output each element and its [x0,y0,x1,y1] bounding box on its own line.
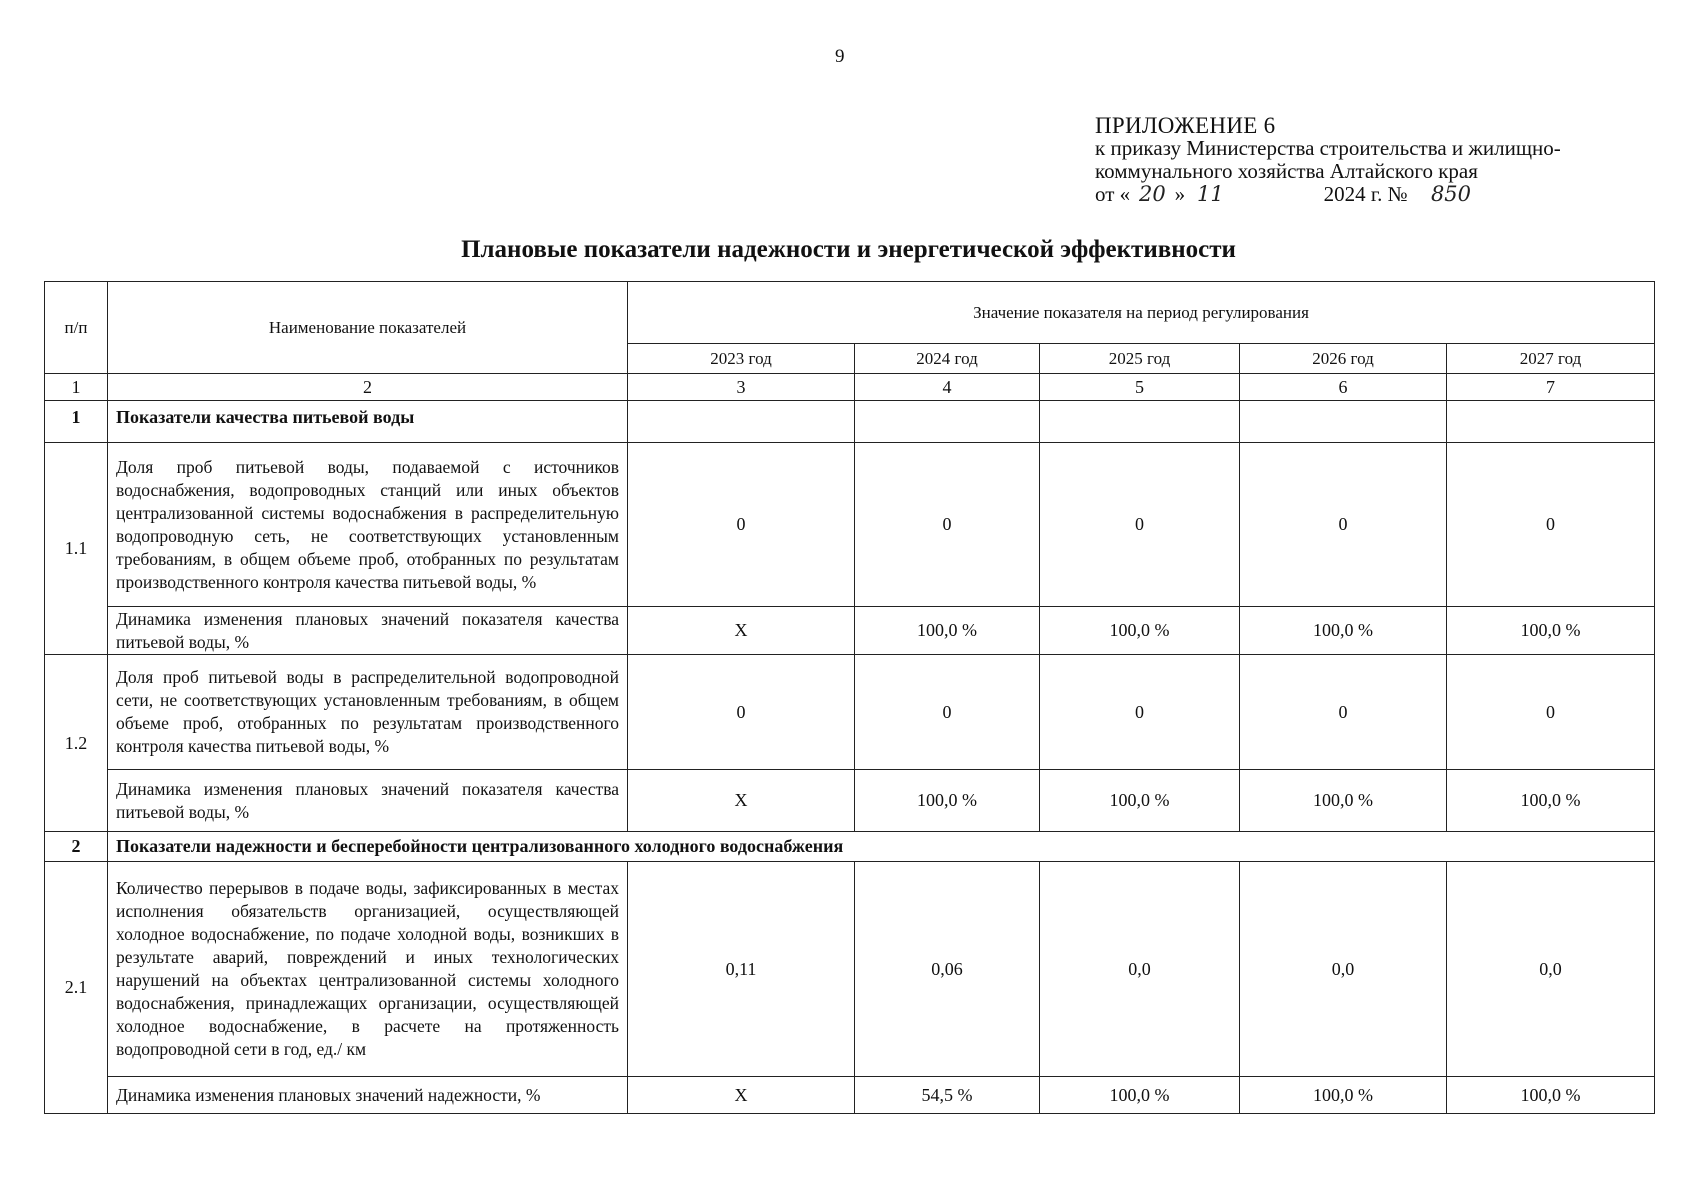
index-cell: 4 [855,374,1040,401]
value-cell: 0,0 [1040,862,1240,1077]
value-cell: 0,11 [628,862,855,1077]
section-row [45,401,1655,443]
header-name: Наименование показателей [108,282,628,374]
appendix-line-1: к приказу Министерства строительства и жилищно- [1095,136,1561,160]
dynamics-row [45,607,1655,655]
value-cell: 0 [1040,655,1240,770]
value-cell: 0 [855,655,1040,770]
dynamics-name: Динамика изменения плановых значений надежности, % [108,1077,628,1114]
index-cell: 6 [1240,374,1447,401]
item-number: 1.1 [45,443,108,655]
header-year: 2023 год [628,344,855,374]
dynamics-value: 100,0 % [1040,1077,1240,1114]
handwritten-month: 11 [1197,182,1224,206]
dynamics-value: 54,5 % [855,1077,1040,1114]
appendix-date-line [1095,183,1655,206]
dynamics-value: 100,0 % [1240,607,1447,655]
dynamics-value: X [628,607,855,655]
section-title: Показатели надежности и бесперебойности централизованного холодного водоснабжения [108,832,1655,862]
empty-cell [1447,401,1655,443]
index-cell: 3 [628,374,855,401]
dynamics-row [45,770,1655,832]
dynamics-value: 100,0 % [855,770,1040,832]
empty-cell [1240,401,1447,443]
handwritten-day: 20 [1139,182,1166,206]
document-title: Плановые показатели надежности и энергетической эффективности [461,236,1236,263]
value-cell: 0 [628,443,855,607]
dynamics-value: 100,0 % [1040,607,1240,655]
dynamics-value: X [628,1077,855,1114]
dynamics-value: 100,0 % [1447,1077,1655,1114]
value-cell: 0 [855,443,1040,607]
value-cell: 0 [1240,655,1447,770]
section-row [45,832,1655,862]
indicator-name: Доля проб питьевой воды в распределительной водопроводной сети, не соответствующих установленным требованиям, в общем объеме проб, отобранных по результатам производственного контроля качества питьевой воды, % [108,655,628,770]
section-number: 2 [45,832,108,862]
value-cell: 0 [1040,443,1240,607]
header-year: 2025 год [1040,344,1240,374]
dynamics-value: 100,0 % [855,607,1040,655]
dynamics-value: 100,0 % [1240,770,1447,832]
index-row [45,374,1655,401]
value-cell: 0 [1447,655,1655,770]
indicator-row [45,443,1655,607]
dynamics-value: X [628,770,855,832]
indicator-row [45,862,1655,1077]
item-number: 1.2 [45,655,108,832]
value-cell: 0,06 [855,862,1040,1077]
dynamics-value: 100,0 % [1447,607,1655,655]
index-cell: 7 [1447,374,1655,401]
dynamics-value: 100,0 % [1040,770,1240,832]
page-number: 9 [835,46,845,67]
header-year: 2024 год [855,344,1040,374]
indicator-row [45,655,1655,770]
item-number: 2.1 [45,862,108,1114]
indicators-table [44,281,1655,1114]
section-title: Показатели качества питьевой воды [108,401,628,443]
empty-cell [628,401,855,443]
appendix-line-2: коммунального хозяйства Алтайского края [1095,159,1478,183]
header-year: 2027 год [1447,344,1655,374]
dynamics-name: Динамика изменения плановых значений показателя качества питьевой воды, % [108,770,628,832]
value-cell: 0,0 [1447,862,1655,1077]
appendix-block [1095,114,1655,206]
dynamics-name: Динамика изменения плановых значений показателя качества питьевой воды, % [108,607,628,655]
dynamics-value: 100,0 % [1447,770,1655,832]
order-year: 2024 г. № [1323,182,1408,206]
header-num: п/п [45,282,108,374]
handwritten-order-number: 850 [1430,182,1472,206]
date-mid: » [1174,182,1186,206]
index-cell: 1 [45,374,108,401]
dynamics-row [45,1077,1655,1114]
date-prefix: от « [1095,182,1131,206]
empty-cell [1040,401,1240,443]
value-cell: 0,0 [1240,862,1447,1077]
dynamics-value: 100,0 % [1240,1077,1447,1114]
value-cell: 0 [1240,443,1447,607]
header-row-1 [45,282,1655,344]
indicator-name: Доля проб питьевой воды, подаваемой с источников водоснабжения, водопроводных станций или иных объектов централизованной системы водоснабжения в распределительную водопроводную сеть, не соответствующих установленным требованиям, в общем объеме проб, отобранных по результатам производственного контроля качества питьевой воды, % [108,443,628,607]
indicator-name: Количество перерывов в подаче воды, зафиксированных в местах исполнения обязательств организацией, осуществляющей холодное водоснабжение, по подаче холодной воды, возникших в результате аварий, повреждений и иных технологических нарушений на объектах централизованной системы холодного водоснабжения, принадлежащих организации, осуществляющей холодное водоснабжение, в расчете на протяженность водопроводной сети в год, ед./ км [108,862,628,1077]
index-cell: 2 [108,374,628,401]
value-cell: 0 [628,655,855,770]
index-cell: 5 [1040,374,1240,401]
empty-cell [855,401,1040,443]
appendix-title: ПРИЛОЖЕНИЕ 6 [1095,113,1276,138]
header-year: 2026 год [1240,344,1447,374]
section-number: 1 [45,401,108,443]
header-group: Значение показателя на период регулирования [628,282,1655,344]
value-cell: 0 [1447,443,1655,607]
